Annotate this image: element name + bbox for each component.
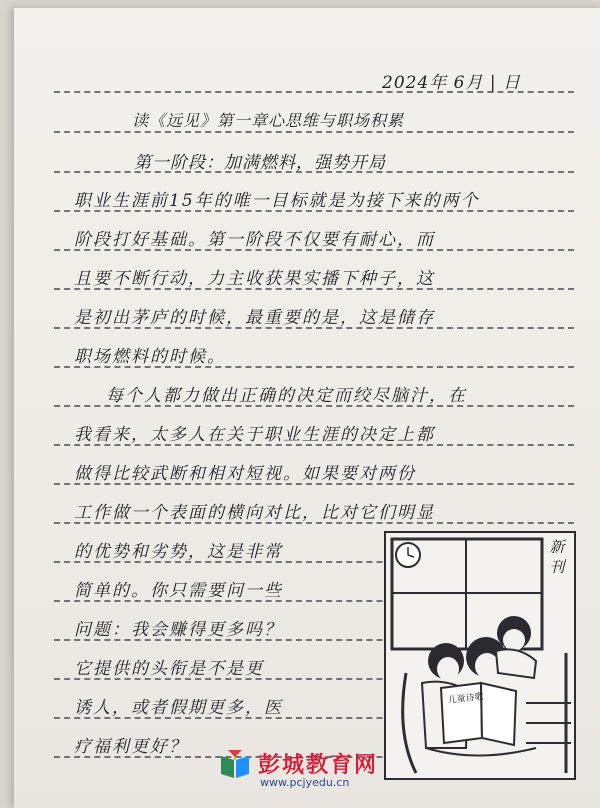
book-cover-text: 儿童诗歌 (447, 692, 485, 706)
watermark-title: 彭城教育网 (258, 753, 379, 778)
entry-subtitle: 第一阶段：加满燃料，强势开局 (134, 153, 386, 173)
book-logo-icon (218, 748, 252, 782)
paragraph-1-line: 阶段打好基础。第一阶段不仅要有耐心，而 (74, 230, 435, 250)
paragraph-1-line: 是初出茅庐的时候，最重要的是，这是储存 (74, 308, 435, 328)
paragraph-2-line: 我看来，太多人在关于职业生涯的决定上都 (74, 425, 435, 445)
paragraph-2-line: 诱人，或者假期更多，医 (74, 698, 283, 718)
paragraph-2-line: 简单的。你只需要问一些 (74, 581, 283, 601)
stamp-label: 新刊 (549, 538, 565, 576)
paragraph-2-line: 的优势和劣势，这是非常 (74, 542, 283, 562)
paragraph-1-line: 且要不断行动，力主收获果实播下种子，这 (74, 269, 435, 289)
ruled-line (54, 131, 574, 133)
paragraph-2-line: 工作做一个表面的横向对比，比对它们明显 (74, 503, 435, 523)
paragraph-1-line: 职业生涯前15年的唯一目标就是为接下来的两个 (74, 191, 480, 211)
paragraph-2-line: 每个人都力做出正确的决定而绞尽脑汁，在 (106, 386, 467, 406)
paragraph-2-line: 问题：我会赚得更多吗？ (74, 620, 283, 640)
paragraph-2-line: 疗福利更好？ (74, 737, 188, 757)
paragraph-1-line: 职场燃料的时候。 (74, 347, 226, 367)
entry-title: 读《远见》第一章心思维与职场积累 (132, 111, 405, 130)
watermark-url: www.pcjyedu.cn (260, 776, 350, 789)
entry-date: 2024年 6月 | 日 (382, 73, 522, 93)
notebook-page (14, 8, 600, 808)
paragraph-2-line: 做得比较武断和相对短视。如果要对两份 (74, 464, 416, 484)
sticker-illustration (384, 531, 576, 780)
paragraph-2-line: 它提供的头衔是不是更 (74, 659, 264, 679)
site-watermark (218, 748, 388, 794)
